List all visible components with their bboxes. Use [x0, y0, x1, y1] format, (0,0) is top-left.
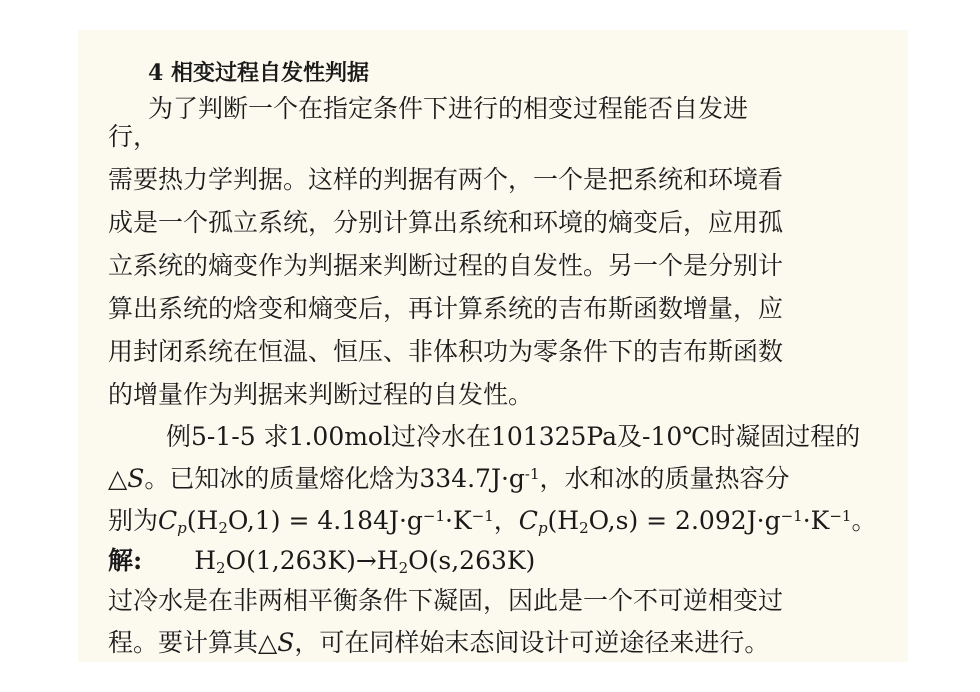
solution-line: [108, 546, 535, 576]
paragraph-line: 算出系统的焓变和熵变后，再计算系统的吉布斯函数增量，应: [108, 294, 784, 323]
paragraph-line: 成是一个孤立系统，分别计算出系统和环境的熵变后，应用孤: [108, 208, 784, 237]
paragraph-line: 为了判断一个在指定条件下进行的相变过程能否自发进: [148, 94, 749, 123]
solution-label: 解:: [108, 546, 143, 575]
paragraph-line: 过冷水是在非两相平衡条件下凝固，因此是一个不可逆相变过: [108, 586, 784, 615]
paragraph-line: 行，: [108, 122, 159, 151]
paragraph-line: 需要热力学判据。这样的判据有两个，一个是把系统和环境看: [108, 165, 784, 194]
section-heading: 4 相变过程自发性判据: [148, 60, 369, 86]
paragraph-line: 立系统的熵变作为判据来判断过程的自发性。另一个是分别计: [108, 251, 784, 280]
slide-content: [78, 30, 908, 662]
example-title: 例5-1-5 求1.00mol过冷水在101325Pa及-10℃时凝固过程的: [166, 422, 861, 451]
paragraph-line: 程。要计算其△S，可在同样始末态间设计可逆途径来进行。: [108, 628, 770, 657]
example-line: 别为$C_p(H_2O,1) = 4.184J\cdot g^{-1}\cdot K^{-1}$，$C_p(H_2O,s) = 2.092J\cdot g^{-1}\cdot K^{-1}$。: [108, 506, 877, 537]
paragraph-line: 用封闭系统在恒温、恒压、非体积功为零条件下的吉布斯函数: [108, 337, 784, 366]
example-line: △S。已知冰的质量熔化焓为$334.7J\cdot g^{-1}$，水和冰的质量热容分: [108, 464, 790, 493]
paragraph-line: 的增量作为判据来判断过程的自发性。: [108, 380, 534, 409]
reaction-equation: $H_2O(1,263K)\to H_2O(s,263K)$: [194, 546, 536, 577]
